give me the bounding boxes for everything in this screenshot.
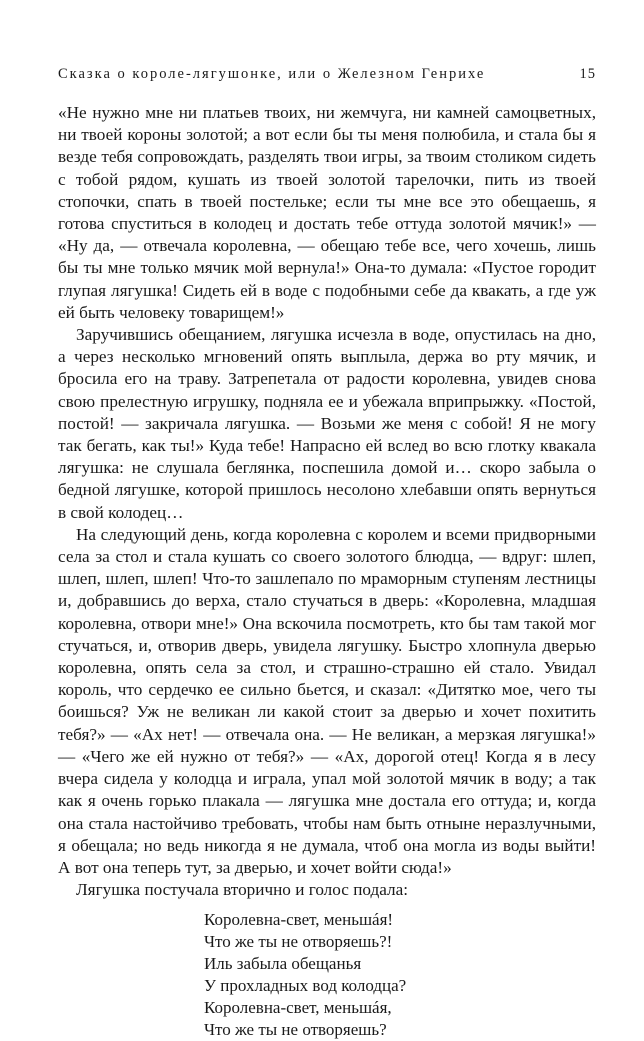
paragraph: «Не нужно мне ни платьев твоих, ни жемчуга, ни камней самоцветных, ни твоей короны золотой; а вот если бы ты меня полюбила, и стала бы я везде тебя сопровождать, разделять твои игры, за твоим столиком сидеть с тобой рядом, кушать из твоей золотой тарелочки, пить из твоей стопочки, спать в твоей постельке; если ты мне все это обещаешь, я готова спуститься в колодец и достать тебе оттуда золотой мячик!» — «Ну да, — отвечала королевна, — обещаю тебе все, чего хочешь, лишь бы ты мне только мячик мой вернула!» Она-то думала: «Пустое городит глупая лягушка! Сидеть ей в воде с подобными себе да квакать, а где уж ей быть человеку товарищем!» [58, 103, 596, 322]
verse-line: Королевна-свет, меньшáя, [204, 998, 392, 1018]
book-page [58, 66, 596, 1041]
verse-line: Что же ты не отворяешь? [204, 1020, 387, 1040]
running-title: Сказка о короле-лягушонке, или о Железном Генрихе [58, 66, 486, 82]
verse-line: У прохладных вод колодца? [204, 976, 407, 996]
body-text [58, 102, 596, 901]
paragraph: Заручившись обещанием, лягушка исчезла в воде, опустилась на дно, а через несколько мгновений опять выплыла, держа во рту мячик, и бросила его на траву. Затрепетала от радости королевна, увидев снова свою прелестную игрушку, подняла ее и убежала вприпрыжку. «Постой, постой! — закричала лягушка. — Возьми же меня с собой! Я не могу так бегать, как ты!» Куда тебе! Напрасно ей вслед во всю глотку квакала лягушка: не слушала беглянка, поспешила домой и… скоро забыла о бедной лягушке, которой пришлось несолоно хлебавши опять вернуться в свой колодец… [58, 325, 596, 522]
verse-line: Королевна-свет, меньшáя! [204, 910, 394, 930]
running-header [58, 66, 596, 90]
verse-line: Иль забыла обещанья [204, 954, 362, 974]
verse-line: Что же ты не отворяешь?! [204, 932, 393, 952]
page-number: 15 [579, 66, 596, 82]
paragraph: На следующий день, когда королевна с королем и всеми придворными села за стол и стала кушать со своего золотого блюдца, — вдруг: шлеп, шлеп, шлеп, шлеп! Что-то зашлепало по мраморным ступеням лестницы и, добравшись до верха, стало стучаться в дверь: «Королевна, младшая королевна, отвори мне!» Она вскочила посмотреть, кто бы там такой мог стучаться, и, отворив дверь, увидела лягушку. Быстро хлопнула дверью королевна, опять села за стол, и страшно-страшно ей стало. Увидал король, что сердечко ее сильно бьется, и сказал: «Дитятко мое, чего ты боишься? Уж не великан ли какой стоит за дверью и хочет похитить тебя?» — «Ах нет! — отвечала она. — Не великан, а мерзкая лягушка!» — «Чего же ей нужно от тебя?» — «Ах, дорогой отец! Когда я в лесу вчера сидела у колодца и играла, упал мой золотой мячик в воду; а так как я очень горько плакала — лягушка мне достала его оттуда; и, когда она стала настойчиво требовать, чтобы нам быть отныне неразлучными, я обещала; но ведь никогда я не думала, чтоб она могла из воды выйти! А вот она теперь тут, за дверью, и хочет войти сюда!» [58, 524, 596, 877]
verse-block [204, 909, 596, 1041]
paragraph: Лягушка постучала вторично и голос подала: [76, 880, 409, 900]
